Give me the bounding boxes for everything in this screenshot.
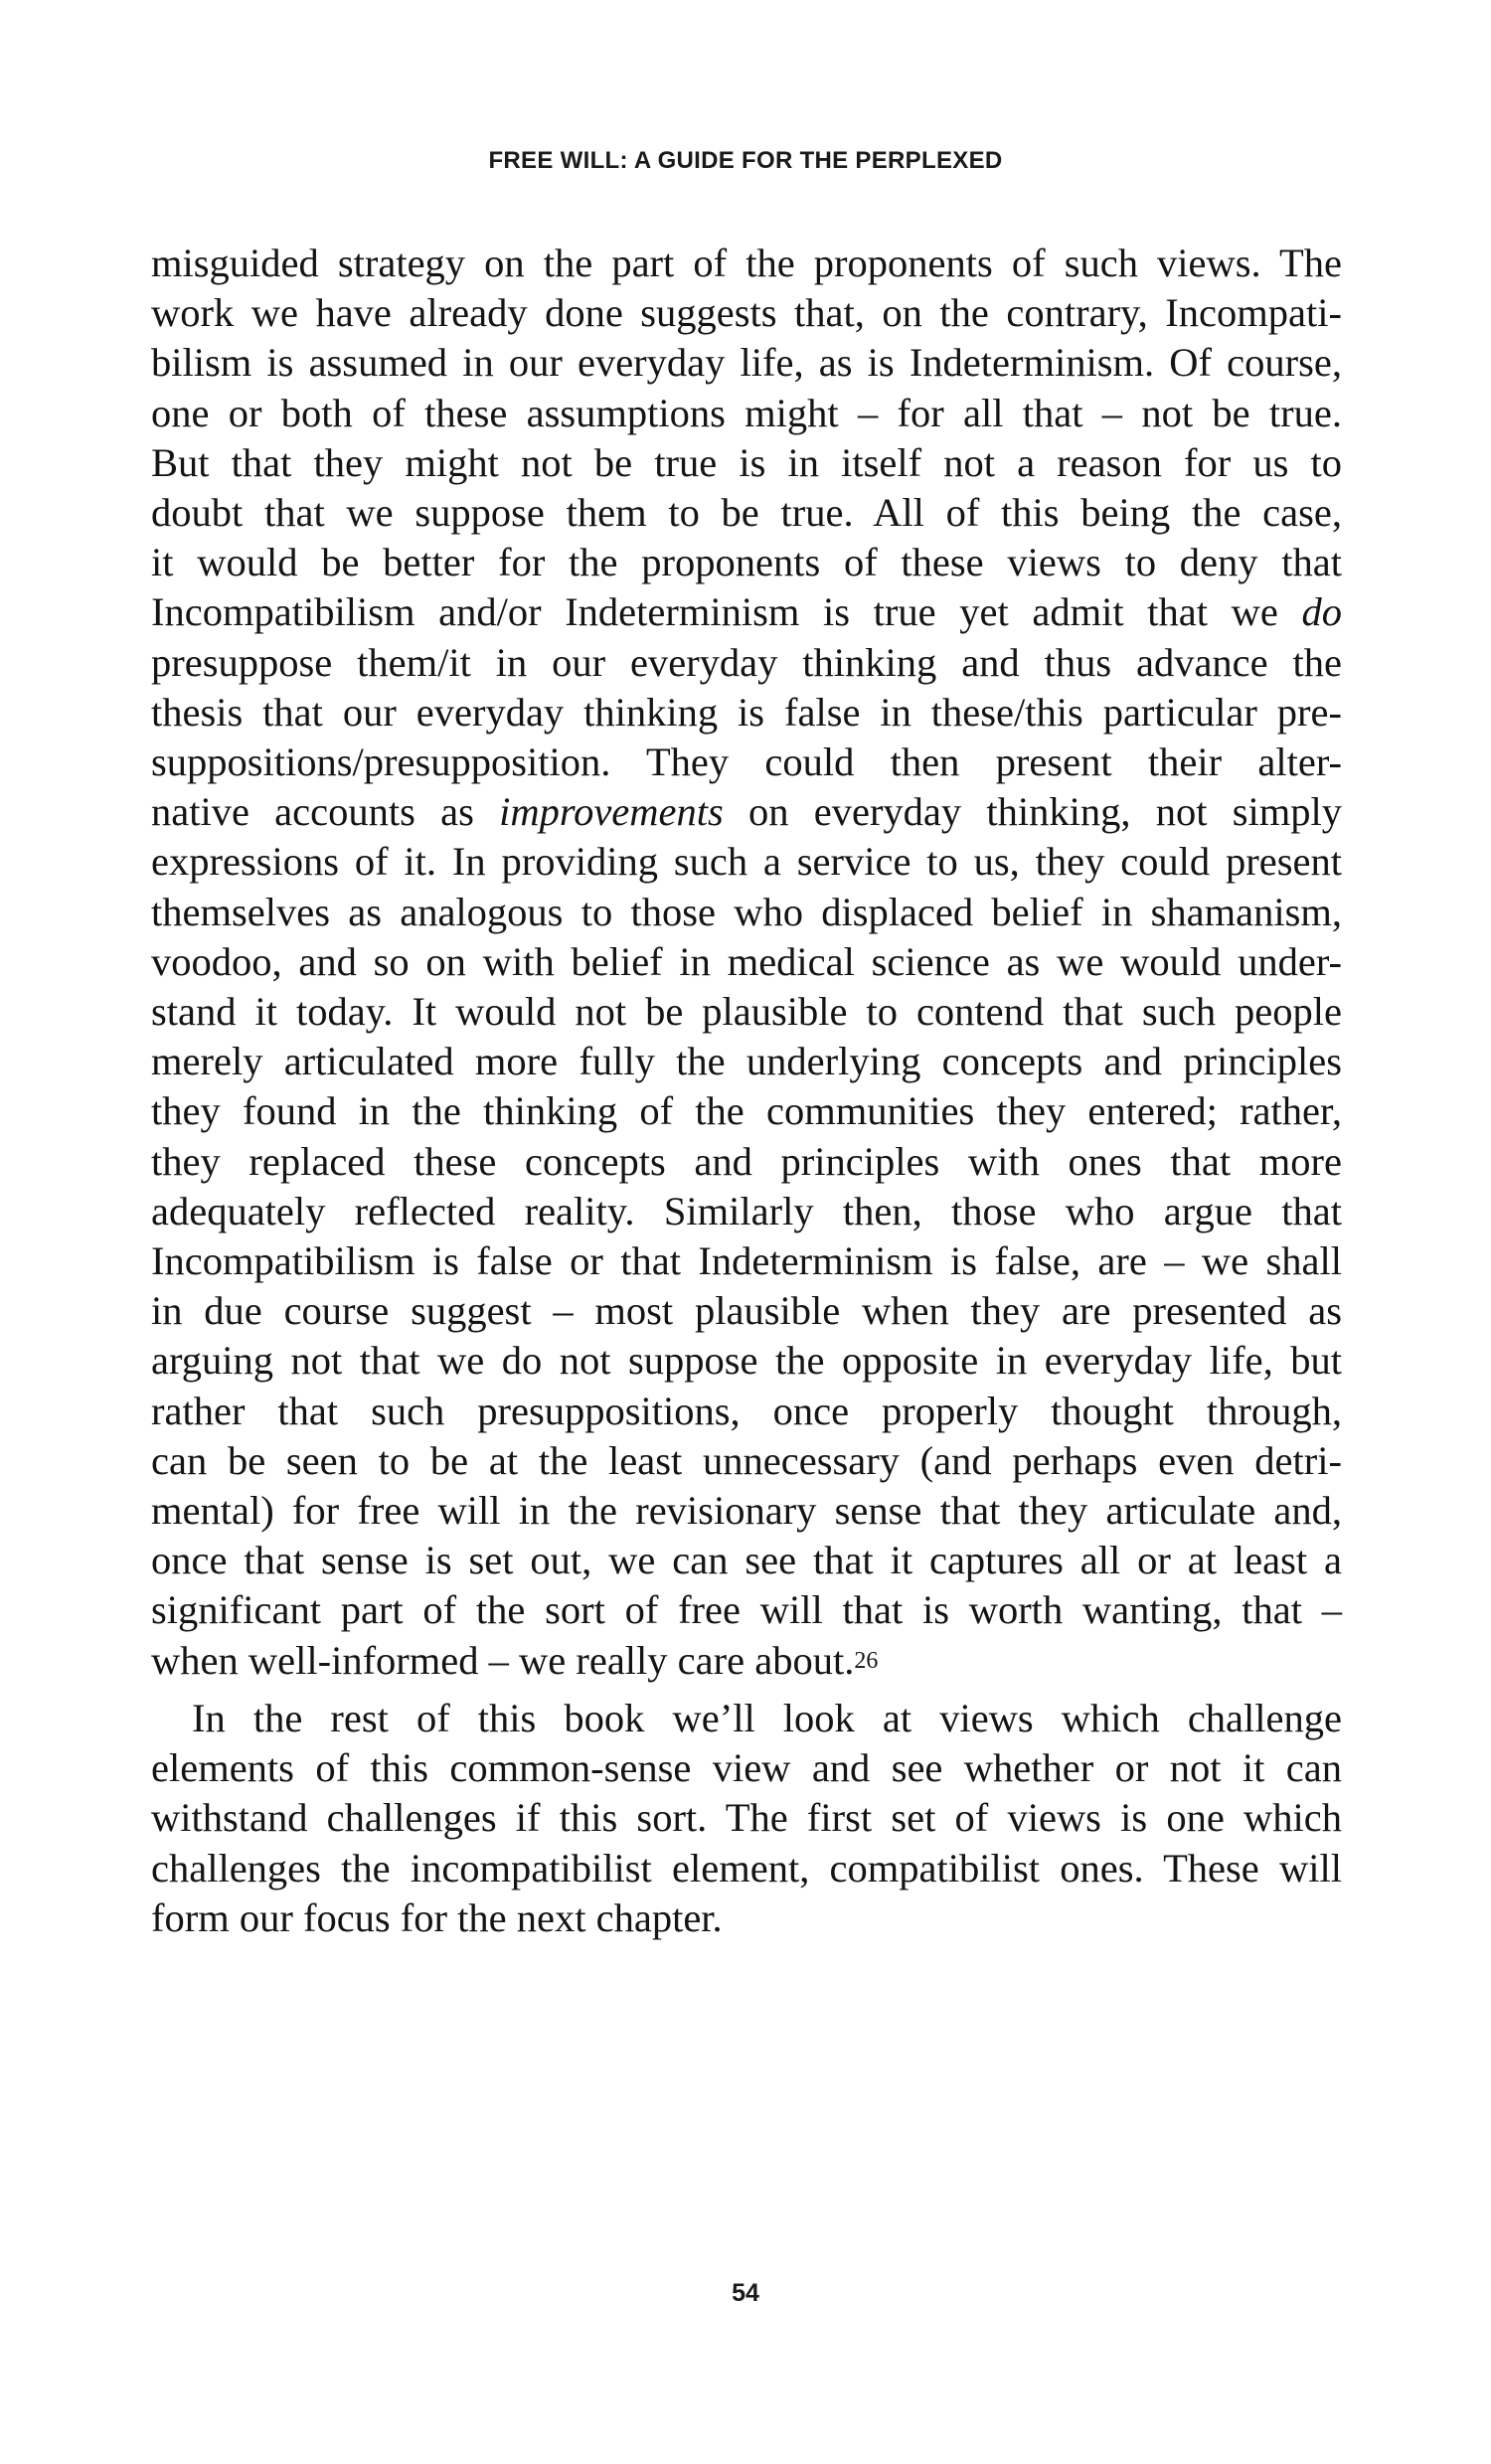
text-line: they replaced these concepts and principles with ones that more <box>151 1138 1342 1184</box>
text-line: rather that such presuppositions, once properly thought through, <box>151 1388 1342 1433</box>
text-line: But that they might not be true is in itself not a reason for us to <box>151 439 1342 485</box>
text-line: Incompatibilism is false or that Indeterminism is false, are – we shall <box>151 1238 1342 1284</box>
text-line: doubt that we suppose them to be true. All of this being the case, <box>151 490 1342 536</box>
text-line: In the rest of this book we’ll look at views which challenge <box>192 1695 1342 1740</box>
text-line: themselves as analogous to those who displaced belief in shamanism, <box>151 889 1342 934</box>
text-line: arguing not that we do not suppose the opposite in everyday life, but <box>151 1338 1342 1384</box>
text-line: challenges the incompatibilist element, compatibilist ones. These will <box>151 1845 1342 1890</box>
text-line: expressions of it. In providing such a service to us, they could present <box>151 839 1342 885</box>
text-segment: native accounts as <box>151 789 500 835</box>
text-line: form our focus for the next chapter. <box>151 1894 723 1940</box>
text-line: voodoo, and so on with belief in medical science as we would under- <box>151 938 1342 984</box>
text-line <box>151 587 1342 637</box>
text-line <box>151 1636 1342 1686</box>
text-line: adequately reflected reality. Similarly then, those who argue that <box>151 1188 1342 1233</box>
text-line: significant part of the sort of free will that is worth wanting, that – <box>151 1587 1342 1633</box>
text-line: work we have already done suggests that, on the contrary, Incompati- <box>151 290 1342 336</box>
text-line: thesis that our everyday thinking is false in these/this particular pre- <box>151 689 1342 735</box>
italic-word: improvements <box>499 789 724 835</box>
footnote-ref[interactable]: 26 <box>854 1647 879 1674</box>
text-line: once that sense is set out, we can see that it captures all or at least a <box>151 1538 1342 1583</box>
text-segment: on everyday thinking, not simply <box>723 789 1342 835</box>
text-line: presuppose them/it in our everyday thinking and thus advance the <box>151 639 1342 685</box>
paragraph <box>151 239 1342 1686</box>
text-line: withstand challenges if this sort. The first set of views is one which <box>151 1795 1342 1841</box>
text-line: suppositions/presupposition. They could then present their alter- <box>151 739 1342 785</box>
text-line: bilism is assumed in our everyday life, as is Indeterminism. Of course, <box>151 340 1342 386</box>
page-number: 54 <box>732 2279 759 2307</box>
text-segment: when well-informed – we really care about. <box>151 1637 855 1683</box>
paragraph <box>151 1694 1342 1943</box>
text-line: elements of this common-sense view and see whether or not it can <box>151 1745 1342 1791</box>
text-line <box>151 787 1342 837</box>
text-line: one or both of these assumptions might – for all that – not be true. <box>151 390 1342 435</box>
body-text <box>151 239 1342 1943</box>
text-line: mental) for free will in the revisionary sense that they articulate and, <box>151 1488 1342 1534</box>
italic-word: do <box>1301 589 1342 635</box>
running-head: FREE WILL: A GUIDE FOR THE PERPLEXED <box>488 147 1003 174</box>
text-line: in due course suggest – most plausible when they are presented as <box>151 1288 1342 1334</box>
text-line: it would be better for the proponents of these views to deny that <box>151 540 1342 585</box>
text-line: merely articulated more fully the underlying concepts and principles <box>151 1039 1342 1084</box>
text-line: misguided strategy on the part of the proponents of such views. The <box>151 241 1342 285</box>
text-line: they found in the thinking of the communities they entered; rather, <box>151 1088 1342 1134</box>
text-line: can be seen to be at the least unnecessary (and perhaps even detri- <box>151 1437 1342 1483</box>
text-segment: Incompatibilism and/or Indeterminism is true yet admit that we <box>151 589 1302 635</box>
text-line: stand it today. It would not be plausible to contend that such people <box>151 989 1342 1035</box>
